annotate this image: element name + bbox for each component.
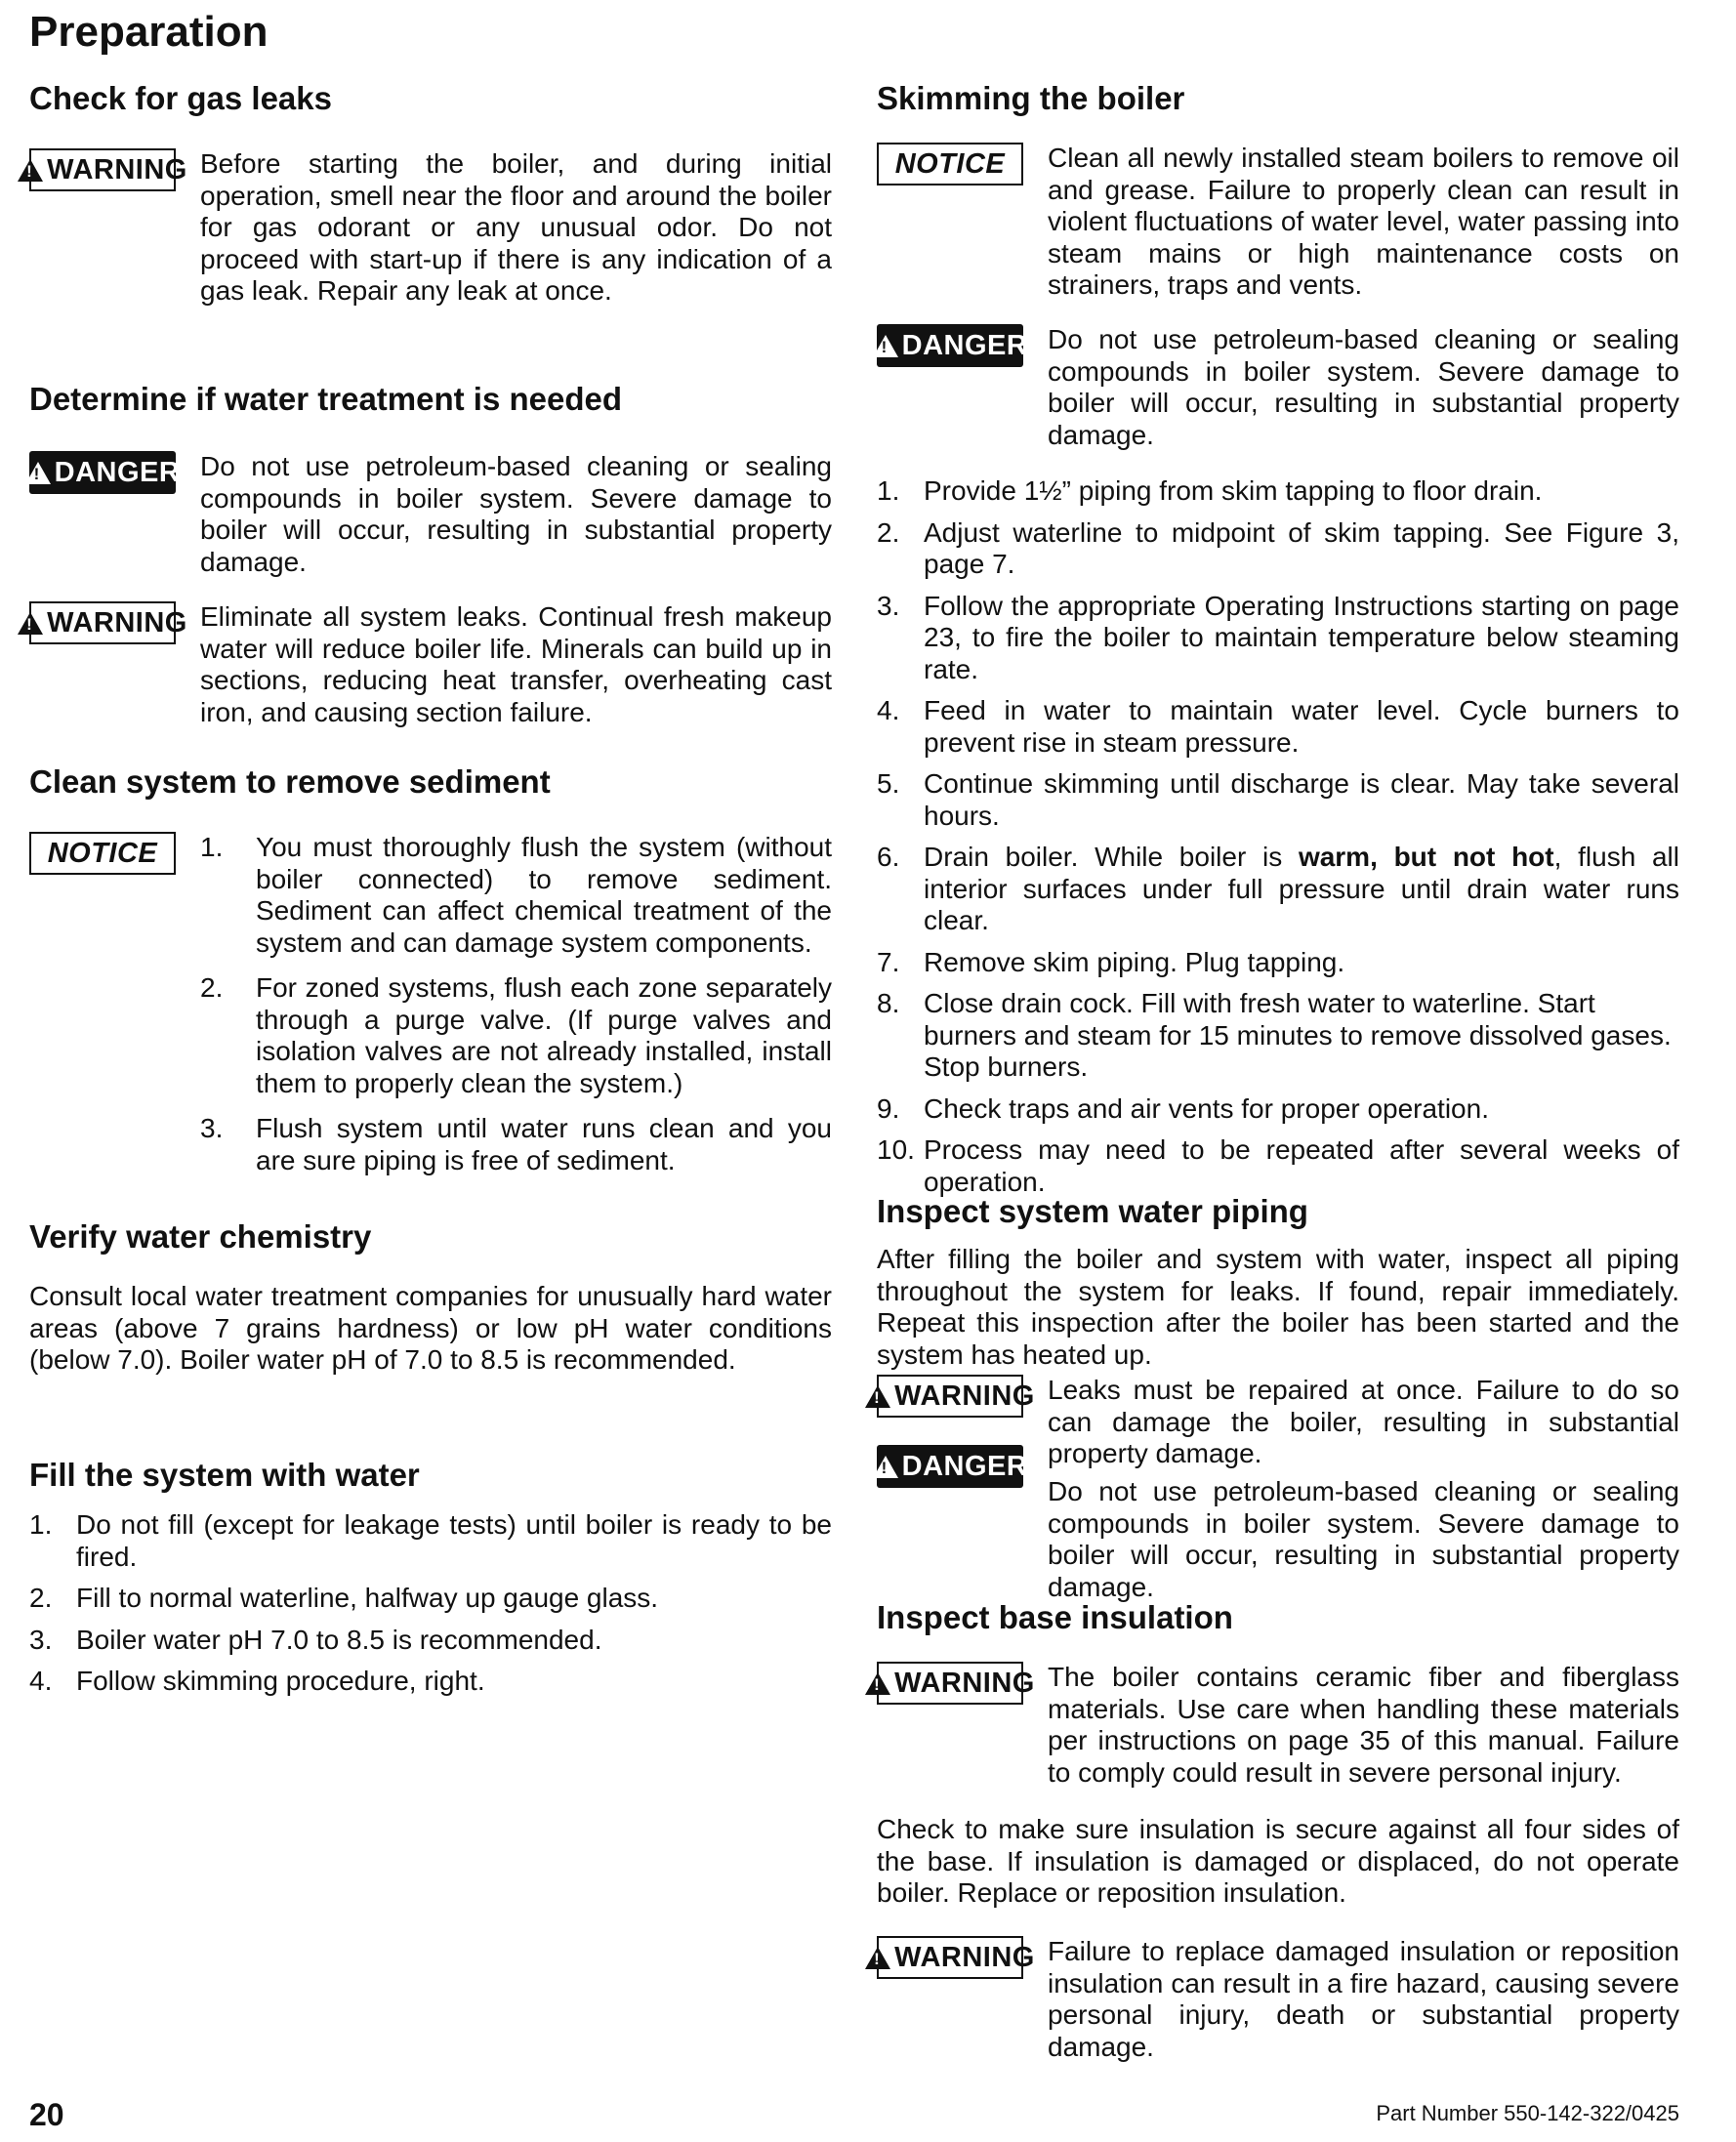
heading-clean-system: Clean system to remove sediment (29, 763, 551, 800)
heading-skimming: Skimming the boiler (877, 80, 1185, 116)
list-item: 8. Close drain cock. Fill with fresh water to waterline. Start burners and steam for 15 minutes to remove dissolved gases. Stop burners. (877, 988, 1672, 1082)
list-item: 2. Fill to normal waterline, halfway up gauge glass. (29, 1583, 659, 1613)
list-item: 3. Flush system until water runs clean and you are sure piping is free of sediment. (200, 1113, 832, 1175)
list-item: 1. Do not fill (except for leakage tests) until boiler is ready to be fired. (29, 1509, 832, 1572)
warning-badge: ! WARNING (877, 1662, 1023, 1705)
base-insulation-warning-text: The boiler contains ceramic fiber and fiberglass materials. Use care when handling these materials per instructions on page 35 of this manual. Failure to comply could result in severe personal injury. (1048, 1662, 1679, 1788)
list-item: 7. Remove skim piping. Plug tapping. (877, 946, 1345, 977)
list-item: 4. Feed in water to maintain water level. Cycle burners to prevent rise in steam pressure. (877, 695, 1679, 758)
warning-badge: ! WARNING (29, 148, 176, 191)
danger-badge: ! DANGER (877, 1445, 1023, 1488)
list-item: 3. Follow the appropriate Operating Instructions starting on page 23, to fire the boiler to maintain temperature below steaming rate. (877, 590, 1679, 684)
notice-badge: NOTICE (29, 832, 176, 875)
heading-fill-system: Fill the system with water (29, 1457, 420, 1493)
warning-triangle-icon (18, 159, 43, 182)
list-item: 6. Drain boiler. While boiler is warm, but not hot, flush all interior surfaces under full pressure until drain water runs clear. (877, 842, 1679, 935)
warning-triangle-icon (865, 1385, 890, 1408)
heading-base-insulation: Inspect base insulation (877, 1599, 1233, 1635)
list-item: 2. Adjust waterline to midpoint of skim tapping. See Figure 3, page 7. (877, 516, 1679, 579)
danger-triangle-icon (873, 1456, 898, 1478)
part-number: Part Number 550-142-322/0425 (1376, 2101, 1679, 2125)
skimming-danger-text: Do not use petroleum-based cleaning or sealing compounds in boiler system. Severe damage to boiler will occur, resulting in substantial property damage. (1048, 324, 1679, 450)
water-piping-warning-text: Leaks must be repaired at once. Failure to do so can damage the boiler, resulting in substantial property damage. (1048, 1375, 1679, 1468)
heading-check-gas-leaks: Check for gas leaks (29, 80, 332, 116)
base-insulation-text: Check to make sure insulation is secure against all four sides of the base. If insulation is damaged or displaced, do not operate boiler. Replace or reposition insulation. (877, 1814, 1679, 1908)
list-item: 2. For zoned systems, flush each zone separately through a purge valve. (If purge valves and isolation valves are not already installed, install them to properly clean the system.) (200, 972, 832, 1098)
clean-system-notice-callout (29, 832, 832, 1183)
fill-system-list (29, 1509, 832, 1708)
danger-badge: ! DANGER (877, 324, 1023, 367)
warning-triangle-icon (18, 612, 43, 635)
danger-triangle-icon (873, 335, 898, 357)
base-insulation-warning2-text: Failure to replace damaged insulation or reposition insulation can result in a fire hazard, causing severe personal injury, death or substantial property damage. (1048, 1936, 1679, 2062)
notice-badge: NOTICE (877, 143, 1023, 185)
water-piping-text: After filling the boiler and system with water, inspect all piping throughout the system for leaks. If found, repair immediately. Repeat this inspection after the boiler has been started and the system has heated up. (877, 1244, 1679, 1370)
water-chemistry-text: Consult local water treatment companies for unusually hard water areas (above 7 grains hardness) or low pH water conditions (below 7.0). Boiler water pH of 7.0 to 8.5 is recommended. (29, 1281, 832, 1375)
heading-water-chemistry: Verify water chemistry (29, 1218, 372, 1255)
heading-water-treatment: Determine if water treatment is needed (29, 381, 623, 417)
danger-badge: ! DANGER (29, 451, 176, 494)
clean-system-list (200, 832, 832, 1190)
list-item: 4. Follow skimming procedure, right. (29, 1666, 485, 1696)
water-treatment-warning-text: Eliminate all system leaks. Continual fresh makeup water will reduce boiler life. Minerals can build up in sections, reducing heat transfer, overheating cast iron, and causing section failure. (200, 601, 832, 727)
list-item: 1. Provide 1½” piping from skim tapping to floor drain. (877, 475, 1543, 506)
warning-triangle-icon (865, 1672, 890, 1695)
list-item: 9. Check traps and air vents for proper operation. (877, 1092, 1489, 1124)
list-item: 3. Boiler water pH 7.0 to 8.5 is recommended. (29, 1624, 602, 1655)
warning-badge: ! WARNING (877, 1936, 1023, 1979)
warning-triangle-icon (865, 1947, 890, 1969)
skimming-notice-text: Clean all newly installed steam boilers to remove oil and grease. Failure to properly clean can result in violent fluctuations of water level, water passing into steam mains or high maintenance costs on strainers, traps and vents. (1048, 143, 1679, 300)
heading-water-piping: Inspect system water piping (877, 1193, 1308, 1229)
warning-badge: ! WARNING (877, 1375, 1023, 1418)
water-piping-danger-text: Do not use petroleum-based cleaning or sealing compounds in boiler system. Severe damage to boiler will occur, resulting in substantial property damage. (1048, 1476, 1679, 1602)
page-title: Preparation (29, 8, 269, 56)
gas-leaks-warning-text: Before starting the boiler, and during initial operation, smell near the floor and around the boiler for gas odorant or any unusual odor. Do not proceed with start-up if there is any indication of a gas leak. Repair any leak at once. (200, 148, 832, 306)
list-item: 1. You must thoroughly flush the system (without boiler connected) to remove sediment. Sediment can affect chemical treatment of the system and can damage system components. (200, 832, 832, 958)
list-item: 5. Continue skimming until discharge is clear. May take several hours. (877, 768, 1679, 831)
page-number: 20 (29, 2097, 64, 2132)
danger-triangle-icon (25, 462, 51, 484)
water-treatment-danger-text: Do not use petroleum-based cleaning or sealing compounds in boiler system. Severe damage to boiler will occur, resulting in substantial property damage. (200, 451, 832, 577)
list-item: 10. Process may need to be repeated after several weeks of operation. (877, 1134, 1679, 1197)
skimming-steps-list (877, 475, 1679, 1208)
warning-badge: ! WARNING (29, 601, 176, 644)
